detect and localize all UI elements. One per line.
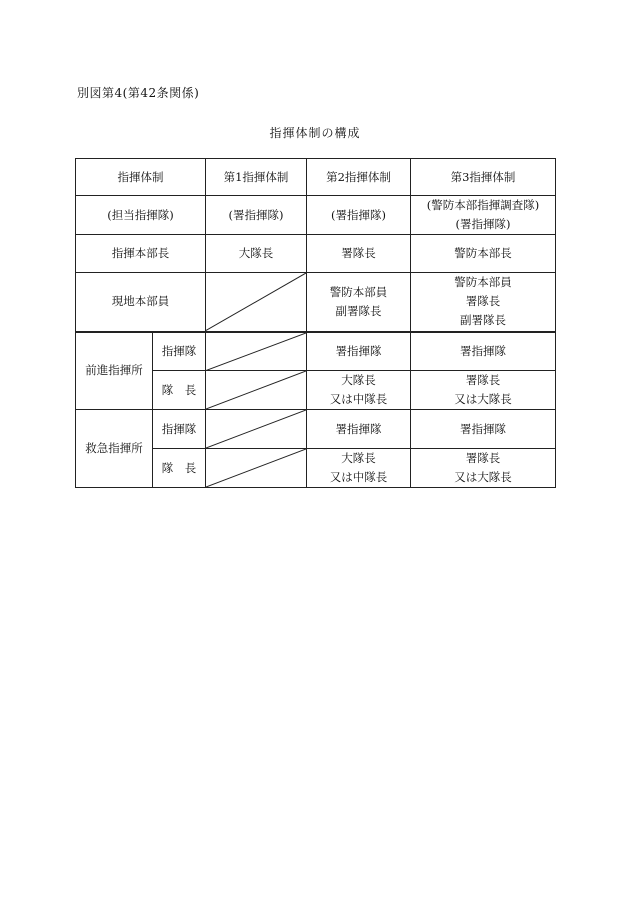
forward-post-chief-col3-line2: 又は大隊長 [454,392,512,406]
rescue-post-unit-col2: 署指揮隊 [307,410,411,449]
header-col2: 第2指揮体制 [307,159,411,196]
unit-row-col3-line1: (警防本部指揮調査隊) [426,198,540,212]
rescue-post-chief-col1-empty [206,449,307,488]
rescue-post-chief-label: 隊 長 [153,449,206,488]
forward-post-chief-label: 隊 長 [153,371,206,410]
hq-chief-col2: 署隊長 [307,235,411,273]
hq-chief-col1: 大隊長 [206,235,307,273]
command-structure-table [75,158,556,488]
forward-post-unit-label: 指揮隊 [153,332,206,371]
table-header-row [76,159,556,196]
rescue-post-chief-col3-line2: 又は大隊長 [454,470,512,484]
site-hq-col1-empty [206,273,307,332]
unit-row-col2: (署指揮隊) [307,196,411,235]
site-hq-col3-line1: 警防本部員 [454,275,512,290]
site-hq-col2-line1: 警防本部員 [329,284,388,299]
rescue-post-chief-col3-line1: 署隊長 [465,451,501,465]
unit-row-col3-line2: (署指揮隊) [455,217,511,231]
site-hq-col2 [307,273,411,332]
forward-post-chief-col3-line1: 署隊長 [465,373,501,387]
hq-chief-row [76,235,556,273]
rescue-post-chief-col2-line2: 又は中隊長 [329,470,388,484]
rescue-post-chief-col2 [307,449,411,488]
unit-row-label: (担当指揮隊) [76,196,206,235]
forward-post-chief-col2-line2: 又は中隊長 [329,392,388,406]
diagonal-slash-icon [206,333,306,371]
header-col1: 第1指揮体制 [206,159,307,196]
forward-post-chief-col2-line1: 大隊長 [341,373,376,387]
forward-post-unit-row [76,332,556,371]
unit-row-col1: (署指揮隊) [206,196,307,235]
rescue-post-unit-label: 指揮隊 [153,410,206,449]
unit-row [76,196,556,235]
forward-post-unit-col3: 署指揮隊 [411,332,556,371]
rescue-post-chief-col3 [411,449,556,488]
rescue-post-unit-col3: 署指揮隊 [411,410,556,449]
diagonal-slash-icon [206,371,306,409]
forward-post-chief-col3 [411,371,556,410]
diagonal-slash-icon [206,449,306,487]
hq-chief-col3: 警防本部長 [411,235,556,273]
header-col3: 第3指揮体制 [411,159,556,196]
forward-post-unit-col1-empty [206,332,307,371]
forward-post-chief-col2 [307,371,411,410]
header-label: 指揮体制 [76,159,206,196]
diagonal-slash-icon [206,410,306,448]
forward-post-unit-col2: 署指揮隊 [307,332,411,371]
site-hq-row [76,273,556,332]
forward-post-label: 前進指揮所 [76,332,153,410]
page-title: 指揮体制の構成 [269,126,361,140]
unit-row-col3 [411,196,556,235]
rescue-post-chief-col2-line1: 大隊長 [341,451,376,465]
site-hq-col3-line2: 署隊長 [465,294,501,309]
site-hq-label: 現地本部員 [76,273,206,332]
site-hq-col3-line3: 副署隊長 [460,313,506,328]
diagonal-slash-icon [206,273,306,331]
rescue-post-unit-row [76,410,556,449]
forward-post-chief-col1-empty [206,371,307,410]
hq-chief-label: 指揮本部長 [76,235,206,273]
site-hq-col3 [411,273,556,332]
appendix-caption: 別図第4(第42条関係) [77,86,200,100]
rescue-post-unit-col1-empty [206,410,307,449]
rescue-post-label: 救急指揮所 [76,410,153,488]
site-hq-col2-line2: 副署隊長 [335,303,382,318]
